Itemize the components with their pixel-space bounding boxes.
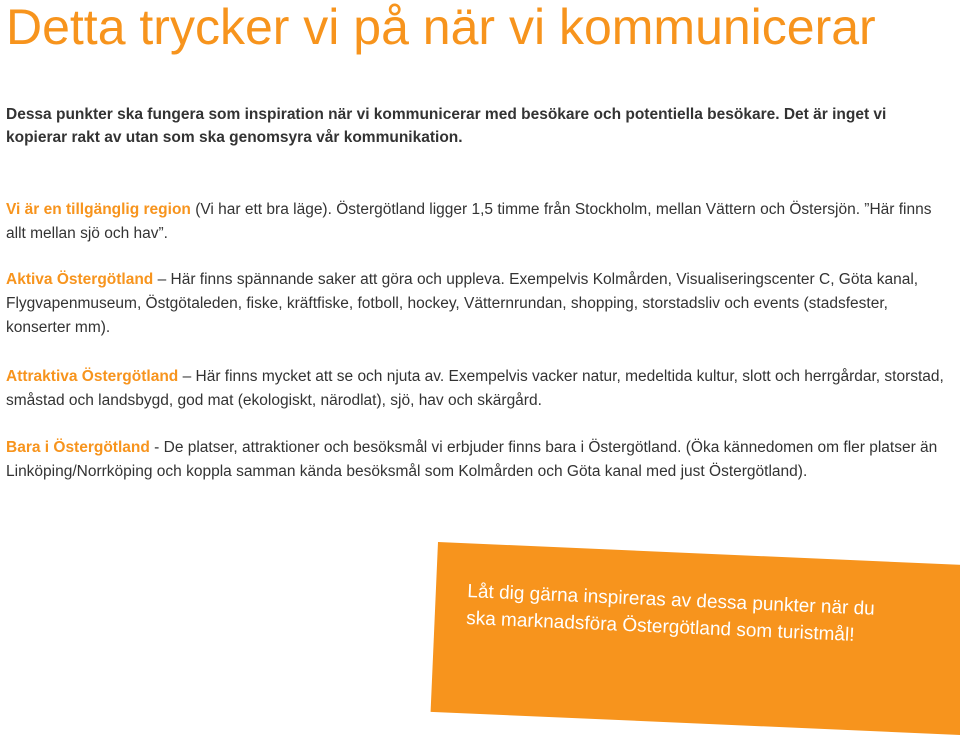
section-heading: Aktiva Östergötland xyxy=(6,271,154,288)
section-body: Här finns spännande saker att göra och uppleva. Exempelvis Kolmården, Visualiseringscenter C, Göta kanal, Flygvapenmuseum, Östgötaleden, fiske, kräftfiske, fotboll, hockey, Vätternrundan, shopping, storstadsliv och events (stadsfester, konserter mm). xyxy=(6,271,919,336)
section-separator: – xyxy=(178,368,196,385)
section-heading: Bara i Östergötland xyxy=(6,439,150,456)
section-accessible-region xyxy=(6,198,951,246)
section-active xyxy=(6,268,951,340)
section-body: De platser, attraktioner och besöksmål vi erbjuder finns bara i Östergötland. (Öka kännedomen om fler platser än Linköping/Norrköping och koppla samman kända besöksmål som Kolmården och Göta kanal med just Östergötland). xyxy=(6,439,938,480)
section-separator: – xyxy=(153,271,171,288)
section-separator: - xyxy=(149,439,164,456)
section-attractive xyxy=(6,365,951,413)
intro-paragraph: Dessa punkter ska fungera som inspiration när vi kommunicerar med besökare och potentiella besökare. Det är inget vi kopierar rakt av utan som ska genomsyra vår kommunikation. xyxy=(6,106,887,146)
page-title: Detta trycker vi på när vi kommunicerar xyxy=(6,0,876,55)
section-heading: Attraktiva Östergötland xyxy=(6,368,179,385)
section-only-here xyxy=(6,436,951,484)
callout-text: Låt dig gärna inspireras av dessa punkter när du ska marknadsföra Östergötland som turistmål! xyxy=(465,580,876,646)
section-body: Här finns mycket att se och njuta av. Exempelvis vacker natur, medeltida kultur, slott och herrgårdar, storstad, småstad och landsbygd, god mat (ekologiskt, närodlat), sjö, hav och skärgård. xyxy=(6,368,944,409)
section-heading: Vi är en tillgänglig region xyxy=(6,201,191,218)
section-body: (Vi har ett bra läge). Östergötland ligger 1,5 timme från Stockholm, mellan Vättern och Östersjön. ”Här finns allt mellan sjö och hav”. xyxy=(6,201,932,242)
